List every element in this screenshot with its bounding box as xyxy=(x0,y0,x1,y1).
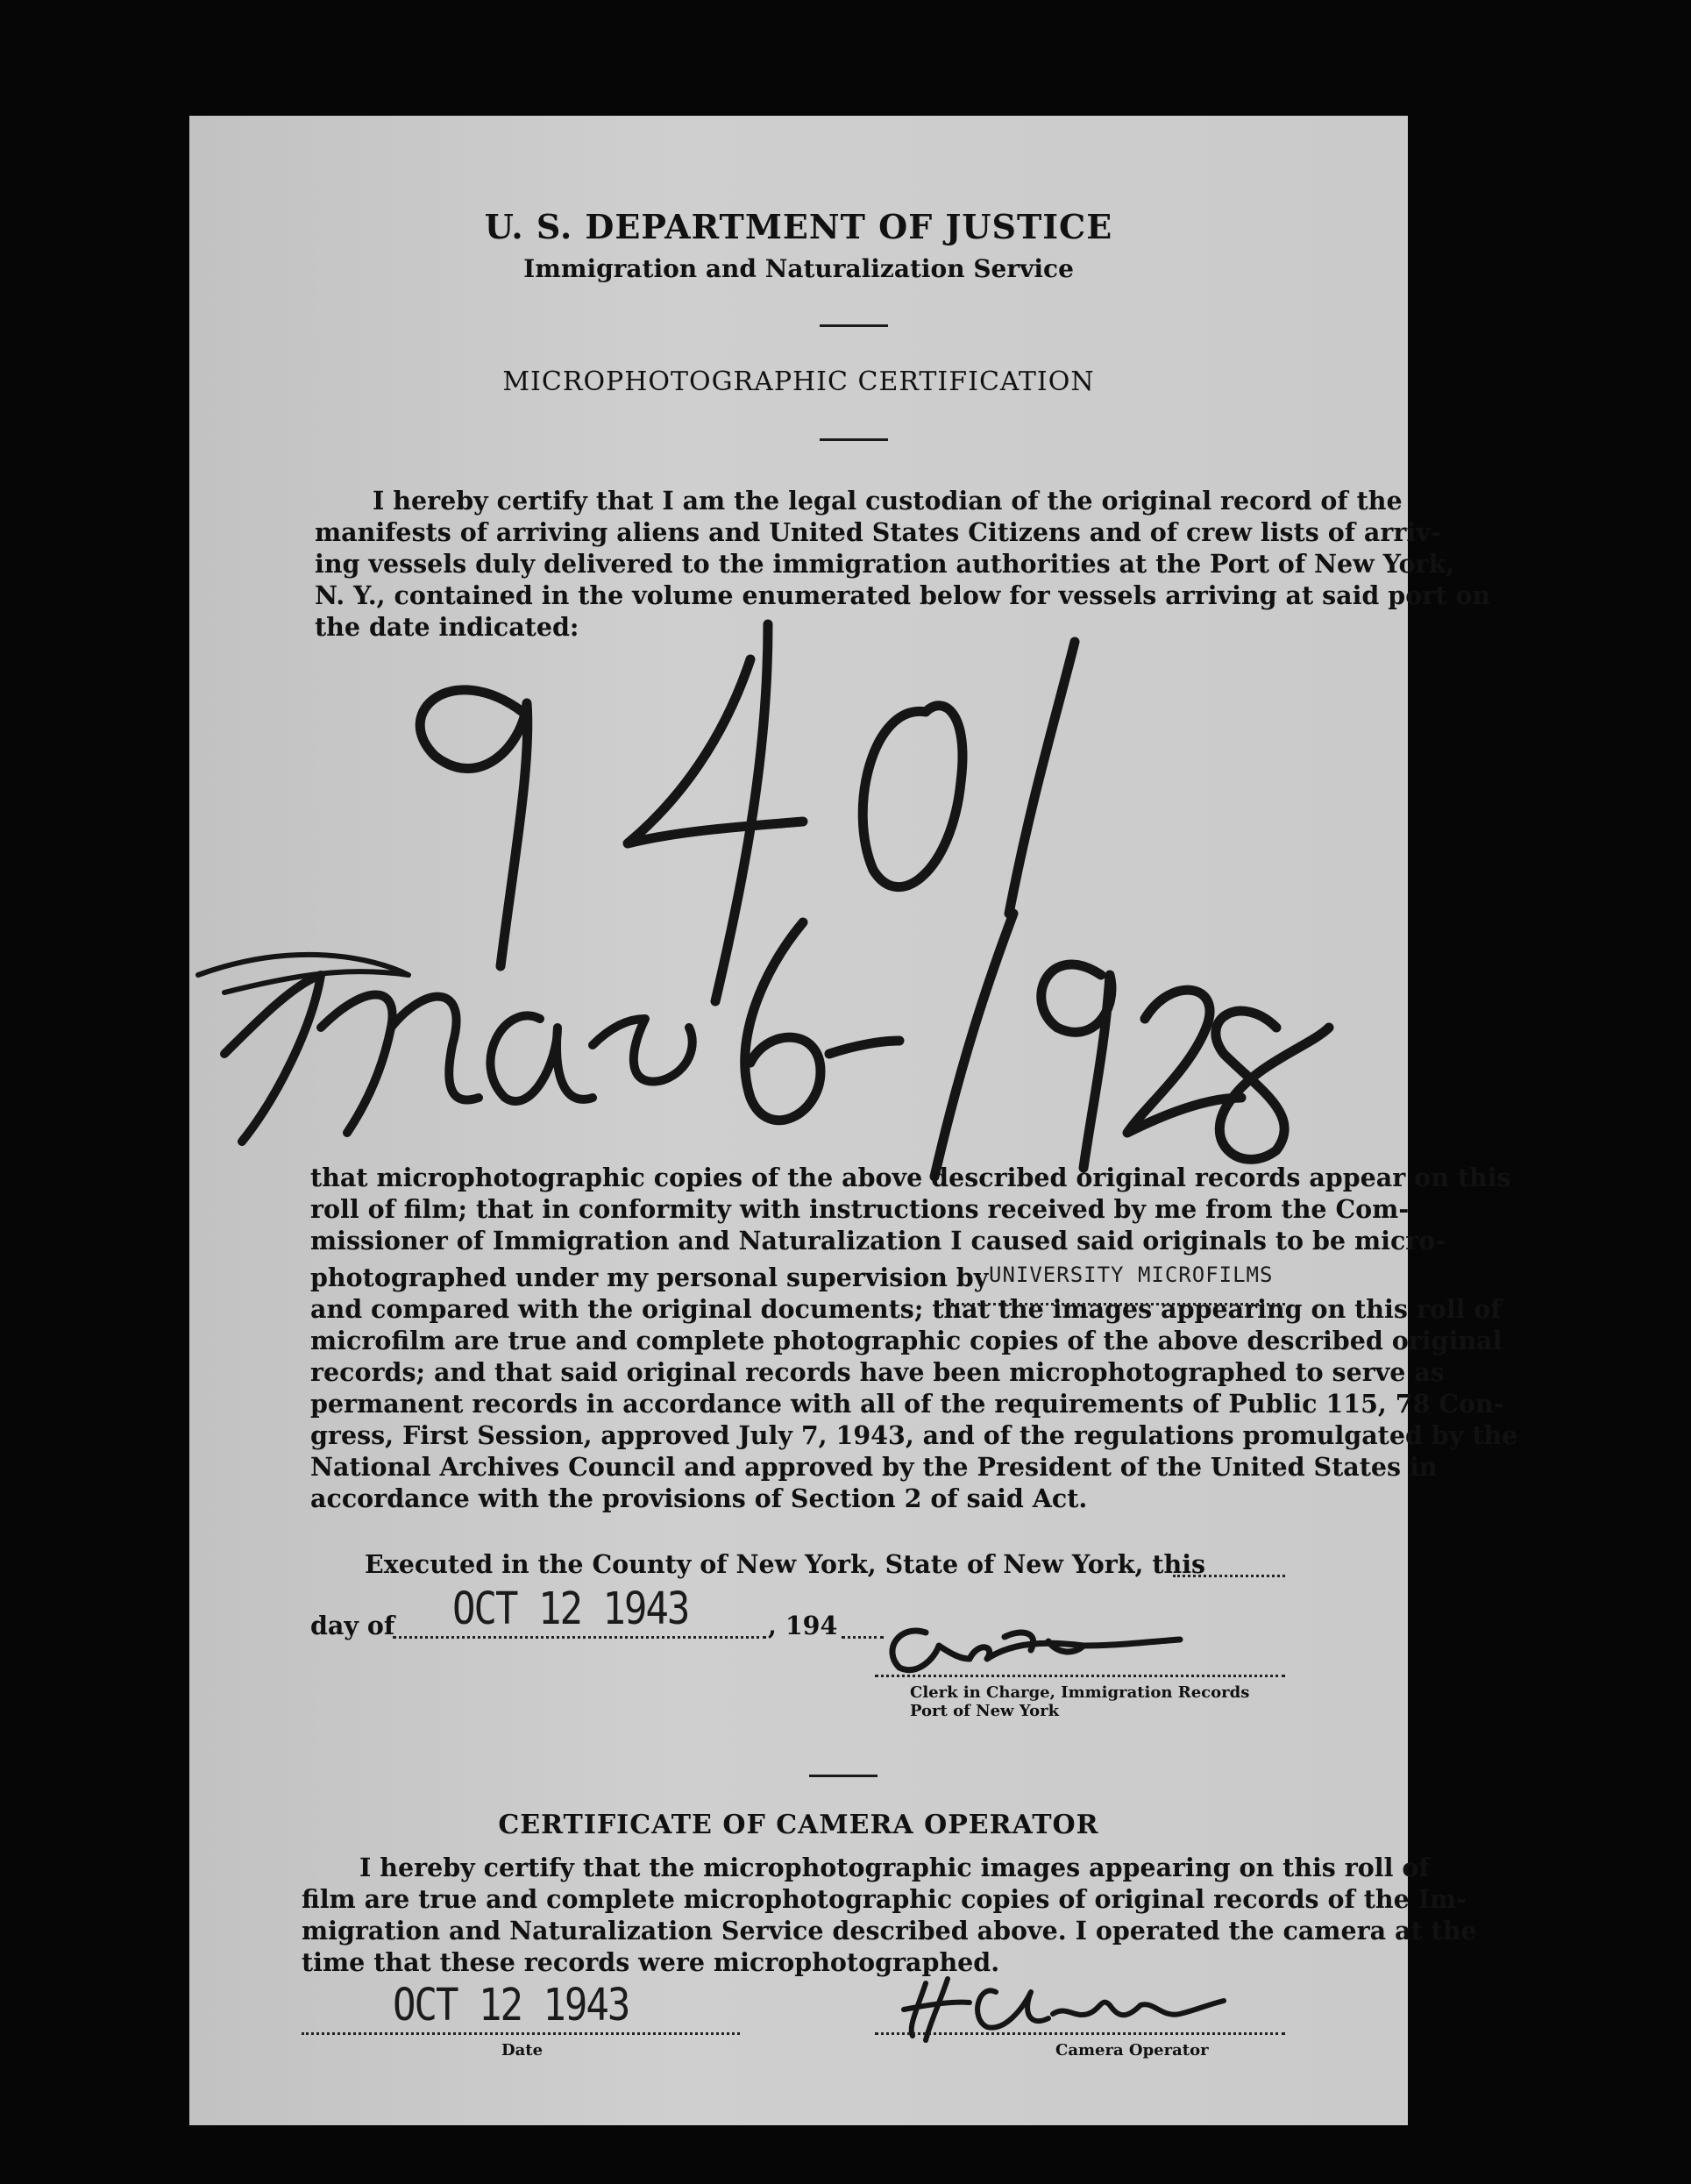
executed-line xyxy=(365,1548,1285,1580)
paragraph-line: accordance with the provisions of Section 2 of said Act. xyxy=(310,1483,1088,1513)
camera-operator-heading: CERTIFICATE OF CAMERA OPERATOR xyxy=(498,1810,1099,1840)
service-subtitle: Immigration and Naturalization Service xyxy=(523,254,1074,283)
paragraph-line: gress, First Session, approved July 7, 1943, and of the regulations promulgated by the xyxy=(310,1420,1518,1450)
paragraph-line: migration and Naturalization Service described above. I operated the camera at the xyxy=(302,1916,1477,1946)
paragraph-line: time that these records were microphotographed. xyxy=(302,1947,1000,1977)
copies-paragraph xyxy=(310,1162,1518,1514)
divider xyxy=(809,1775,877,1777)
paragraph-line: that microphotographic copies of the above described original records appear on this xyxy=(310,1163,1511,1192)
camera-operator-label: Camera Operator xyxy=(1055,2041,1209,2060)
clerk-title-line: Port of New York xyxy=(910,1702,1060,1720)
paragraph-line: National Archives Council and approved by the President of the United States in xyxy=(310,1452,1438,1482)
camera-operator-signature-line xyxy=(875,2032,1285,2035)
execution-date-stamp: OCT 12 1943 xyxy=(452,1583,689,1635)
paragraph-line: microfilm are true and complete photographic copies of the above described original xyxy=(310,1326,1503,1355)
day-of-label: day of xyxy=(310,1611,395,1640)
clerk-title xyxy=(910,1683,1249,1720)
divider xyxy=(820,438,888,441)
paragraph-line: film are true and complete microphotographic copies of original records of the Im- xyxy=(302,1884,1467,1914)
executed-text: Executed in the County of New York, State of New York, this xyxy=(365,1549,1206,1579)
paragraph-line: I hereby certify that I am the legal custodian of the original record of the xyxy=(373,486,1403,516)
paragraph-line: records; and that said original records have been microphotographed to serve as xyxy=(310,1357,1445,1387)
camera-operator-paragraph xyxy=(302,1852,1477,1978)
day-dotted-line xyxy=(393,1636,766,1639)
paragraph-line: and compared with the original documents; that the images appearing on this roll of xyxy=(310,1294,1502,1324)
paragraph-line: the date indicated: xyxy=(315,612,579,642)
handwritten-volume-and-date xyxy=(189,607,1511,1256)
paragraph-line: roll of film; that in conformity with instructions received by me from the Com- xyxy=(310,1194,1410,1224)
paragraph-line: I hereby certify that the microphotographic images appearing on this roll of xyxy=(359,1853,1430,1882)
department-title: U. S. DEPARTMENT OF JUSTICE xyxy=(484,207,1113,246)
year-prefix: , 194 xyxy=(768,1611,838,1640)
date-label: Date xyxy=(501,2041,544,2060)
paragraph-line: permanent records in accordance with all of the requirements of Public 115, 78 Con- xyxy=(310,1389,1504,1419)
certification-title: MICROPHOTOGRAPHIC CERTIFICATION xyxy=(502,366,1095,397)
operator-date-line xyxy=(302,2032,740,2035)
supervision-label: photographed under my personal supervision by xyxy=(310,1263,989,1292)
operator-date-stamp: OCT 12 1943 xyxy=(393,1980,629,2031)
paragraph-line: manifests of arriving aliens and United States Citizens and of crew lists of arriv- xyxy=(315,517,1441,547)
paragraph-line: missioner of Immigration and Naturalization I caused said originals to be micro- xyxy=(310,1226,1446,1256)
microfilm-company-stamp: UNIVERSITY MICROFILMS xyxy=(989,1263,1274,1287)
clerk-signature-line xyxy=(875,1675,1285,1677)
certification-form xyxy=(189,116,1518,2125)
divider xyxy=(820,324,888,327)
paragraph-line: N. Y., contained in the volume enumerated below for vessels arriving at said port on xyxy=(315,580,1491,610)
clerk-title-line: Clerk in Charge, Immigration Records xyxy=(910,1683,1250,1702)
paragraph-line: ing vessels duly delivered to the immigration authorities at the Port of New York, xyxy=(315,549,1455,579)
clerk-signature xyxy=(873,1606,1189,1685)
executed-dotted-line xyxy=(1173,1575,1285,1577)
supervision-dotted-line xyxy=(941,1303,1285,1305)
